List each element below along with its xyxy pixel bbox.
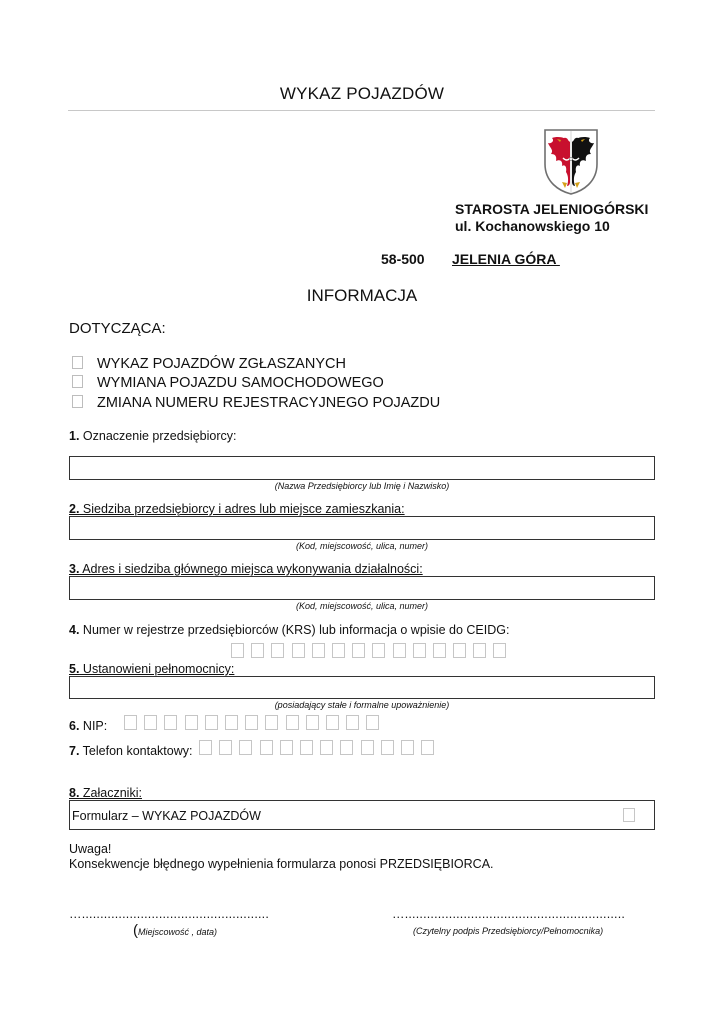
postal-code: 58-500 (381, 251, 425, 267)
title-divider (68, 110, 655, 111)
field-6-label (69, 719, 107, 733)
digit-cell[interactable] (332, 643, 345, 658)
digit-cell[interactable] (231, 643, 244, 658)
digit-cell[interactable] (144, 715, 157, 730)
digit-cell[interactable] (326, 715, 339, 730)
city: JELENIA GÓRA (452, 251, 560, 267)
digit-cell[interactable] (280, 740, 293, 755)
option-label: ZMIANA NUMERU REJESTRACYJNEGO POJAZDU (97, 395, 441, 411)
digit-cell[interactable] (312, 643, 325, 658)
digit-cell[interactable] (346, 715, 359, 730)
option-label: WYMIANA POJAZDU SAMOCHODOWEGO (97, 375, 384, 391)
digit-cell[interactable] (199, 740, 212, 755)
krs-number-cells[interactable] (231, 643, 506, 658)
coat-of-arms-icon (543, 128, 599, 196)
signature-caption: (Czytelny podpis Przedsiębiorcy/Pełnomocnika) (413, 926, 604, 936)
field-number: 1. (69, 429, 80, 443)
field-1-hint: (Nazwa Przedsiębiorcy lub Imię i Nazwisko) (274, 481, 450, 491)
main-business-address-input[interactable] (69, 576, 655, 600)
digit-cell[interactable] (245, 715, 258, 730)
field-text: Numer w rejestrze przedsiębiorców (KRS) lub informacja o wpisie do CEIDG: (79, 623, 510, 637)
digit-cell[interactable] (493, 643, 506, 658)
field-number: 7. (69, 744, 80, 758)
digit-cell[interactable] (260, 740, 273, 755)
digit-cell[interactable] (300, 740, 313, 755)
digit-cell[interactable] (292, 643, 305, 658)
attachment-label: Formularz – WYKAZ POJAZDÓW (72, 809, 261, 823)
digit-cell[interactable] (361, 740, 374, 755)
digit-cell[interactable] (401, 740, 414, 755)
field-number: 2. (69, 502, 80, 516)
field-1-label (69, 429, 236, 443)
digit-cell[interactable] (320, 740, 333, 755)
field-3-hint: (Kod, miejscowość, ulica, numer) (295, 601, 429, 611)
notice-title: Uwaga! (69, 842, 112, 856)
digit-cell[interactable] (265, 715, 278, 730)
field-number: 6. (69, 719, 80, 733)
place-date-line: …................................................... (69, 907, 270, 921)
option-label: WYKAZ POJAZDÓW ZGŁASZANYCH (97, 356, 346, 372)
digit-cell[interactable] (219, 740, 232, 755)
digit-cell[interactable] (433, 643, 446, 658)
digit-cell[interactable] (251, 643, 264, 658)
digit-cell[interactable] (225, 715, 238, 730)
signature-line: …............................................................ (392, 907, 626, 921)
digit-cell[interactable] (164, 715, 177, 730)
digit-cell[interactable] (473, 643, 486, 658)
info-title: INFORMACJA (306, 286, 418, 305)
field-text: NIP: (79, 719, 108, 733)
digit-cell[interactable] (393, 643, 406, 658)
field-3-label (69, 562, 423, 576)
digit-cell[interactable] (124, 715, 137, 730)
digit-cell[interactable] (271, 643, 284, 658)
digit-cell[interactable] (340, 740, 353, 755)
attachment-checkbox[interactable] (623, 808, 635, 822)
digit-cell[interactable] (239, 740, 252, 755)
recipient-street: ul. Kochanowskiego 10 (455, 218, 610, 234)
nip-cells[interactable] (124, 715, 379, 730)
recipient-name: STAROSTA JELENIOGÓRSKI (455, 201, 649, 217)
caption-text: Miejscowość , data) (138, 927, 218, 937)
field-number: 8. (69, 786, 80, 800)
seat-address-input[interactable] (69, 516, 655, 540)
digit-cell[interactable] (185, 715, 198, 730)
entrepreneur-name-input[interactable] (69, 456, 655, 480)
digit-cell[interactable] (306, 715, 319, 730)
digit-cell[interactable] (372, 643, 385, 658)
field-number: 4. (69, 623, 80, 637)
digit-cell[interactable] (366, 715, 379, 730)
field-text: Załaczniki: (79, 786, 142, 800)
digit-cell[interactable] (352, 643, 365, 658)
checkbox-icon[interactable] (72, 356, 83, 369)
caption-paren: ( (133, 922, 138, 939)
phone-cells[interactable] (199, 740, 434, 755)
digit-cell[interactable] (381, 740, 394, 755)
field-text: Oznaczenie przedsiębiorcy: (79, 429, 237, 443)
option-registration-change[interactable] (72, 395, 440, 411)
field-5-hint: (posiadający stałe i formalne upoważnienie) (274, 700, 450, 710)
notice-text: Konsekwencje błędnego wypełnienia formularza ponosi PRZEDSIĘBIORCA. (69, 857, 494, 871)
option-vehicle-replacement[interactable] (72, 375, 384, 391)
place-date-caption (133, 922, 217, 939)
field-5-label (69, 662, 234, 676)
option-vehicle-list[interactable] (72, 356, 346, 372)
field-4-label (69, 623, 509, 637)
field-number: 3. (69, 562, 80, 576)
field-2-hint: (Kod, miejscowość, ulica, numer) (295, 541, 429, 551)
field-7-label (69, 744, 192, 758)
field-number: 5. (69, 662, 80, 676)
concerning-label: DOTYCZĄCA: (69, 320, 166, 337)
digit-cell[interactable] (413, 643, 426, 658)
digit-cell[interactable] (286, 715, 299, 730)
digit-cell[interactable] (453, 643, 466, 658)
field-text: Siedziba przedsiębiorcy i adres lub miejsce zamieszkania: (79, 502, 405, 516)
checkbox-icon[interactable] (72, 375, 83, 388)
page-title: WYKAZ POJAZDÓW (279, 84, 445, 103)
digit-cell[interactable] (421, 740, 434, 755)
proxies-input[interactable] (69, 676, 655, 699)
field-8-label (69, 786, 142, 800)
field-text: Telefon kontaktowy: (79, 744, 193, 758)
field-text: Ustanowieni pełnomocnicy: (79, 662, 235, 676)
checkbox-icon[interactable] (72, 395, 83, 408)
digit-cell[interactable] (205, 715, 218, 730)
field-text: Adres i siedziba głównego miejsca wykonywania działalności: (79, 562, 423, 576)
field-2-label (69, 502, 405, 516)
